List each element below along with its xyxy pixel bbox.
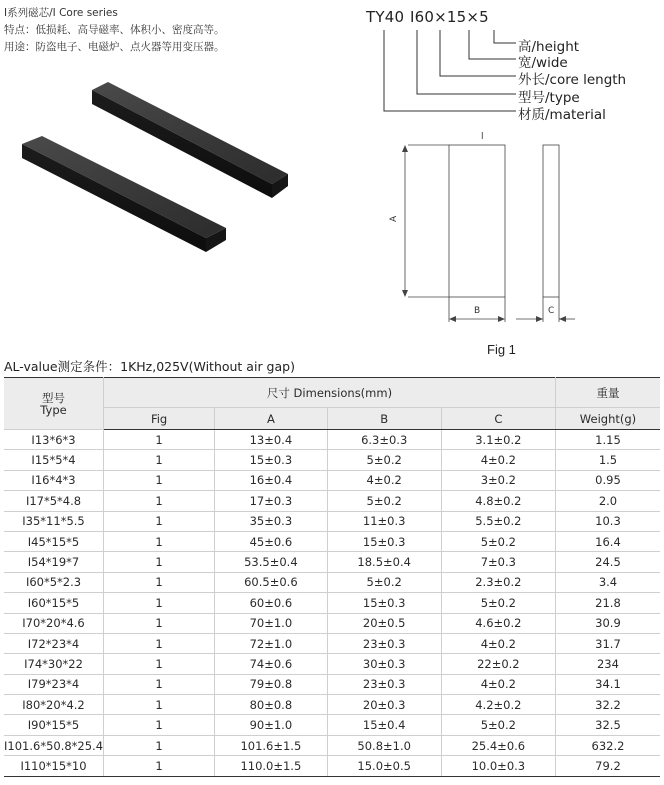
cell-weight: 34.1 <box>555 674 660 694</box>
cell-a: 15±0.3 <box>215 450 327 470</box>
cell-fig: 1 <box>104 613 215 633</box>
cell-c: 10.0±0.3 <box>441 756 555 776</box>
cell-weight: 79.2 <box>555 756 660 776</box>
table-row <box>4 531 660 551</box>
cell-fig: 1 <box>104 654 215 674</box>
label-material: 材质/material <box>518 107 606 123</box>
cell-fig: 1 <box>104 633 215 653</box>
cell-type: I90*15*5 <box>4 715 104 735</box>
cell-fig: 1 <box>104 735 215 755</box>
cell-c: 2.3±0.2 <box>441 572 555 592</box>
cell-weight: 3.4 <box>555 572 660 592</box>
cell-a: 110.0±1.5 <box>215 756 327 776</box>
cell-type: I13*6*3 <box>4 430 104 450</box>
cell-b: 15±0.4 <box>327 715 441 735</box>
cell-type: I35*11*5.5 <box>4 511 104 531</box>
cell-type: I45*15*5 <box>4 531 104 551</box>
cell-c: 5±0.2 <box>441 593 555 613</box>
table-row <box>4 756 660 776</box>
cell-b: 50.8±1.0 <box>327 735 441 755</box>
dimension-drawing <box>370 125 660 325</box>
cell-type: I15*5*4 <box>4 450 104 470</box>
spec-table <box>4 377 660 777</box>
table-row <box>4 735 660 755</box>
material-code: TY40 <box>366 8 405 26</box>
part-code: I60×15×5 <box>410 8 489 26</box>
c-header: C <box>441 408 555 430</box>
cell-type: I74*30*22 <box>4 654 104 674</box>
series-title: I系列磁芯/I Core series <box>4 7 118 19</box>
cell-b: 5±0.2 <box>327 491 441 511</box>
cell-weight: 16.4 <box>555 531 660 551</box>
dimensions-header: 尺寸 Dimensions(mm) <box>104 378 556 408</box>
b-header: B <box>327 408 441 430</box>
table-row <box>4 470 660 490</box>
table-row <box>4 491 660 511</box>
cell-weight: 1.15 <box>555 430 660 450</box>
cell-weight: 32.2 <box>555 695 660 715</box>
cell-b: 5±0.2 <box>327 450 441 470</box>
table-row <box>4 552 660 572</box>
cell-fig: 1 <box>104 572 215 592</box>
cell-b: 4±0.2 <box>327 470 441 490</box>
table-row <box>4 695 660 715</box>
table-row <box>4 674 660 694</box>
cell-fig: 1 <box>104 695 215 715</box>
cell-fig: 1 <box>104 756 215 776</box>
cell-type: I101.6*50.8*25.4 <box>4 735 104 755</box>
cell-a: 74±0.6 <box>215 654 327 674</box>
weight-header-cn: 重量 <box>555 378 660 408</box>
cell-weight: 10.3 <box>555 511 660 531</box>
cell-c: 5±0.2 <box>441 531 555 551</box>
cell-weight: 1.5 <box>555 450 660 470</box>
al-condition: AL-value测定条件：1KHz,025V(Without air gap) <box>4 359 295 374</box>
cell-fig: 1 <box>104 470 215 490</box>
dim-b-label: B <box>474 306 481 316</box>
cell-c: 22±0.2 <box>441 654 555 674</box>
table-row <box>4 715 660 735</box>
cell-c: 3±0.2 <box>441 470 555 490</box>
dim-c-label: C <box>548 306 555 316</box>
cell-a: 45±0.6 <box>215 531 327 551</box>
cell-b: 6.3±0.3 <box>327 430 441 450</box>
cell-type: I70*20*4.6 <box>4 613 104 633</box>
front-view-outline <box>449 145 505 297</box>
label-height: 高/height <box>518 39 580 55</box>
cell-b: 20±0.5 <box>327 613 441 633</box>
cell-weight: 632.2 <box>555 735 660 755</box>
features-text: 特点：低损耗、高导磁率、体积小、密度高等。 <box>4 24 225 36</box>
side-view-outline <box>543 145 559 297</box>
cell-c: 4.6±0.2 <box>441 613 555 633</box>
cell-c: 4±0.2 <box>441 633 555 653</box>
cell-fig: 1 <box>104 450 215 470</box>
cell-c: 3.1±0.2 <box>441 430 555 450</box>
a-header: A <box>215 408 327 430</box>
cell-fig: 1 <box>104 430 215 450</box>
cell-b: 15±0.3 <box>327 531 441 551</box>
cell-fig: 1 <box>104 593 215 613</box>
cell-a: 60.5±0.6 <box>215 572 327 592</box>
cell-weight: 24.5 <box>555 552 660 572</box>
cell-weight: 234 <box>555 654 660 674</box>
cell-a: 13±0.4 <box>215 430 327 450</box>
cell-a: 90±1.0 <box>215 715 327 735</box>
cell-c: 25.4±0.6 <box>441 735 555 755</box>
cell-type: I72*23*4 <box>4 633 104 653</box>
cell-type: I110*15*10 <box>4 756 104 776</box>
code-leader-lines <box>366 8 656 123</box>
cell-b: 15±0.3 <box>327 593 441 613</box>
product-photo <box>20 82 310 288</box>
label-type: 型号/type <box>518 90 580 106</box>
table-row <box>4 511 660 531</box>
cell-b: 15.0±0.5 <box>327 756 441 776</box>
cell-fig: 1 <box>104 531 215 551</box>
cell-weight: 31.7 <box>555 633 660 653</box>
cell-a: 70±1.0 <box>215 613 327 633</box>
dim-top-label: l <box>481 132 484 142</box>
cell-b: 20±0.3 <box>327 695 441 715</box>
cell-c: 4.2±0.2 <box>441 695 555 715</box>
table-row <box>4 613 660 633</box>
cell-a: 80±0.8 <box>215 695 327 715</box>
table-row <box>4 593 660 613</box>
cell-a: 35±0.3 <box>215 511 327 531</box>
cell-c: 5±0.2 <box>441 715 555 735</box>
cell-fig: 1 <box>104 491 215 511</box>
table-row <box>4 633 660 653</box>
cell-a: 17±0.3 <box>215 491 327 511</box>
cell-c: 7±0.3 <box>441 552 555 572</box>
cell-b: 5±0.2 <box>327 572 441 592</box>
table-row <box>4 572 660 592</box>
cell-weight: 0.95 <box>555 470 660 490</box>
cell-fig: 1 <box>104 552 215 572</box>
table-row <box>4 654 660 674</box>
cell-type: I54*19*7 <box>4 552 104 572</box>
usage-text: 用途：防盗电子、电磁炉、点火器等用变压器。 <box>4 41 225 53</box>
cell-c: 4.8±0.2 <box>441 491 555 511</box>
cell-a: 79±0.8 <box>215 674 327 694</box>
cell-c: 4±0.2 <box>441 674 555 694</box>
cell-b: 23±0.3 <box>327 633 441 653</box>
part-code-diagram <box>366 8 656 123</box>
cell-c: 5.5±0.2 <box>441 511 555 531</box>
figure-caption: Fig 1 <box>487 342 516 357</box>
type-header-cn: 型号 <box>42 390 66 405</box>
cell-fig: 1 <box>104 715 215 735</box>
cell-type: I16*4*3 <box>4 470 104 490</box>
cell-a: 72±1.0 <box>215 633 327 653</box>
dim-a-label: A <box>389 215 399 222</box>
cell-weight: 32.5 <box>555 715 660 735</box>
cell-weight: 30.9 <box>555 613 660 633</box>
table-row <box>4 450 660 470</box>
cell-a: 101.6±1.5 <box>215 735 327 755</box>
cell-type: I60*5*2.3 <box>4 572 104 592</box>
cell-type: I60*15*5 <box>4 593 104 613</box>
cell-b: 11±0.3 <box>327 511 441 531</box>
cell-type: I17*5*4.8 <box>4 491 104 511</box>
label-wide: 宽/wide <box>518 55 568 71</box>
cell-a: 16±0.4 <box>215 470 327 490</box>
cell-b: 18.5±0.4 <box>327 552 441 572</box>
weight-header: Weight(g) <box>555 408 660 430</box>
cell-a: 53.5±0.4 <box>215 552 327 572</box>
cell-c: 4±0.2 <box>441 450 555 470</box>
cell-b: 23±0.3 <box>327 674 441 694</box>
spec-table-body <box>4 430 660 777</box>
cell-b: 30±0.3 <box>327 654 441 674</box>
cell-fig: 1 <box>104 674 215 694</box>
type-header <box>4 378 104 430</box>
cell-weight: 21.8 <box>555 593 660 613</box>
cell-type: I80*20*4.2 <box>4 695 104 715</box>
intro-block <box>4 5 225 56</box>
table-row <box>4 430 660 450</box>
fig-header: Fig <box>104 408 215 430</box>
cell-fig: 1 <box>104 511 215 531</box>
cell-a: 60±0.6 <box>215 593 327 613</box>
cell-weight: 2.0 <box>555 491 660 511</box>
label-core-length: 外长/core length <box>518 72 627 88</box>
type-header-en: Type <box>40 402 67 417</box>
cell-type: I79*23*4 <box>4 674 104 694</box>
